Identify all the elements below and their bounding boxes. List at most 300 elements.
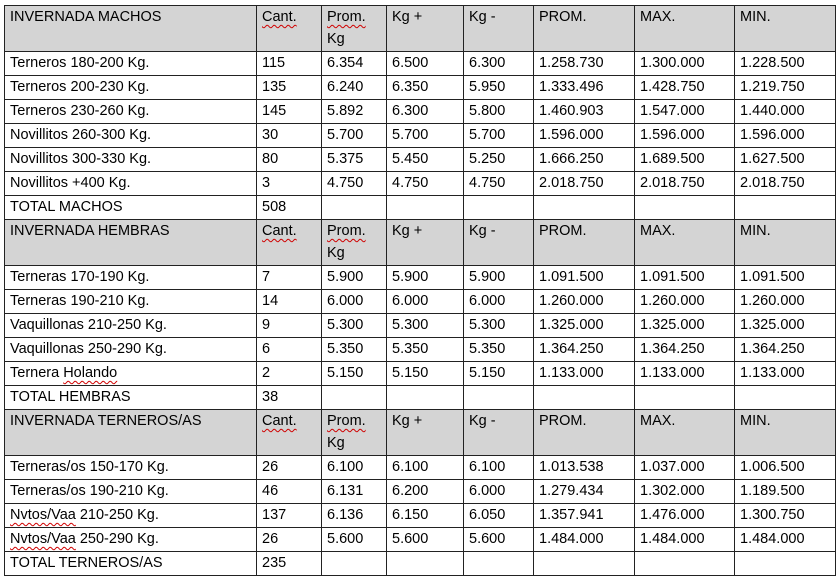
cant-cell-value: 26 <box>262 531 279 547</box>
cant-cell <box>257 314 322 338</box>
prom-cell <box>534 362 635 386</box>
cant-cell-value: 9 <box>262 317 271 333</box>
empty-cell <box>735 386 836 410</box>
kg-minus-cell <box>464 148 534 172</box>
table-row <box>5 148 836 172</box>
kg-plus-cell-value: 6.350 <box>392 79 429 95</box>
kg-minus-cell-value: 5.800 <box>469 103 506 119</box>
empty-cell <box>464 196 534 220</box>
max-cell-value: 1.133.000 <box>640 365 705 381</box>
min-cell <box>735 314 836 338</box>
empty-cell <box>322 552 387 576</box>
table-body <box>5 6 836 576</box>
kg-minus-cell-value: 6.000 <box>469 293 506 309</box>
cant-cell <box>257 338 322 362</box>
total-value-text: 235 <box>262 555 287 571</box>
kg-plus-cell-value: 6.150 <box>392 507 429 523</box>
min-cell-value: 1.364.250 <box>740 341 805 357</box>
col-header-prom-text: PROM. <box>539 223 587 239</box>
max-cell <box>635 172 735 196</box>
prom-kg-cell <box>322 504 387 528</box>
prom-kg-cell-value: 5.600 <box>327 531 364 547</box>
total-row <box>5 196 836 220</box>
kg-minus-cell-value: 6.000 <box>469 483 506 499</box>
col-header-max-text: MAX. <box>640 9 676 25</box>
max-cell <box>635 528 735 552</box>
prom-cell-value: 2.018.750 <box>539 175 604 191</box>
kg-minus-cell-value: 5.150 <box>469 365 506 381</box>
cant-cell-value: 7 <box>262 269 271 285</box>
min-cell <box>735 456 836 480</box>
col-header-kg-minus <box>464 410 534 456</box>
category-label: Nvtos/Vaa 210-250 Kg. <box>10 507 159 523</box>
col-header-prom <box>534 220 635 266</box>
prom-kg-cell-value: 5.900 <box>327 269 364 285</box>
kg-plus-cell-value: 5.600 <box>392 531 429 547</box>
prom-cell <box>534 338 635 362</box>
col-header-kg-plus-text: Kg + <box>392 413 423 429</box>
col-header-max <box>635 6 735 52</box>
min-cell <box>735 290 836 314</box>
kg-plus-cell <box>387 456 464 480</box>
prom-cell-value: 1.013.538 <box>539 459 604 475</box>
prom-cell-value: 1.357.941 <box>539 507 604 523</box>
kg-minus-cell <box>464 266 534 290</box>
kg-plus-cell-value: 4.750 <box>392 175 429 191</box>
prom-kg-cell <box>322 314 387 338</box>
prom-kg-cell <box>322 266 387 290</box>
kg-minus-cell-value: 5.350 <box>469 341 506 357</box>
prom-cell <box>534 266 635 290</box>
prom-kg-cell <box>322 480 387 504</box>
table-row <box>5 124 836 148</box>
cant-cell <box>257 290 322 314</box>
col-header-cant <box>257 410 322 456</box>
table-row <box>5 480 836 504</box>
empty-cell <box>534 552 635 576</box>
prom-kg-cell-value: 6.354 <box>327 55 364 71</box>
min-cell-value: 1.325.000 <box>740 317 805 333</box>
empty-cell <box>322 196 387 220</box>
cant-cell-value: 3 <box>262 175 271 191</box>
prom-cell-value: 1.333.496 <box>539 79 604 95</box>
total-row <box>5 552 836 576</box>
total-value <box>257 196 322 220</box>
kg-minus-cell-value: 5.300 <box>469 317 506 333</box>
prom-cell-value: 1.133.000 <box>539 365 604 381</box>
min-cell-value: 1.133.000 <box>740 365 805 381</box>
kg-minus-cell <box>464 338 534 362</box>
cant-cell <box>257 148 322 172</box>
prom-cell-value: 1.258.730 <box>539 55 604 71</box>
cant-cell <box>257 362 322 386</box>
empty-cell <box>635 386 735 410</box>
max-cell-value: 1.428.750 <box>640 79 705 95</box>
max-cell-value: 2.018.750 <box>640 175 705 191</box>
prom-kg-cell <box>322 76 387 100</box>
prom-cell-value: 1.260.000 <box>539 293 604 309</box>
kg-minus-cell <box>464 314 534 338</box>
table-row <box>5 266 836 290</box>
empty-cell <box>735 552 836 576</box>
kg-plus-cell <box>387 124 464 148</box>
prom-cell <box>534 456 635 480</box>
kg-plus-cell-value: 5.700 <box>392 127 429 143</box>
prom-kg-cell-value: 5.700 <box>327 127 364 143</box>
col-header-cant <box>257 220 322 266</box>
prom-cell-value: 1.666.250 <box>539 151 604 167</box>
total-value <box>257 552 322 576</box>
max-cell <box>635 124 735 148</box>
category-cell <box>5 52 257 76</box>
col-header-kg-minus-text: Kg - <box>469 223 496 239</box>
min-cell <box>735 148 836 172</box>
kg-plus-cell <box>387 504 464 528</box>
min-cell <box>735 504 836 528</box>
total-label <box>5 386 257 410</box>
kg-minus-cell <box>464 504 534 528</box>
col-header-max <box>635 410 735 456</box>
cant-cell <box>257 528 322 552</box>
total-label-text: TOTAL MACHOS <box>10 199 123 215</box>
prom-kg-cell-value: 5.300 <box>327 317 364 333</box>
total-value-text: 38 <box>262 389 279 405</box>
section-header-row <box>5 410 836 456</box>
category-label: Terneras/os 150-170 Kg. <box>10 459 169 475</box>
kg-plus-cell <box>387 172 464 196</box>
max-cell <box>635 456 735 480</box>
cant-cell <box>257 456 322 480</box>
min-cell <box>735 362 836 386</box>
max-cell <box>635 266 735 290</box>
kg-plus-cell <box>387 52 464 76</box>
category-cell <box>5 290 257 314</box>
cant-cell <box>257 52 322 76</box>
kg-plus-cell-value: 5.150 <box>392 365 429 381</box>
col-header-max-text: MAX. <box>640 223 676 239</box>
min-cell <box>735 266 836 290</box>
section-title <box>5 220 257 266</box>
max-cell <box>635 338 735 362</box>
col-header-prom-kg <box>322 6 387 52</box>
prom-kg-cell-value: 6.240 <box>327 79 364 95</box>
kg-minus-cell <box>464 124 534 148</box>
max-cell-value: 1.364.250 <box>640 341 705 357</box>
price-table <box>4 5 836 576</box>
min-cell-value: 1.228.500 <box>740 55 805 71</box>
max-cell-value: 1.596.000 <box>640 127 705 143</box>
min-cell <box>735 528 836 552</box>
prom-kg-cell <box>322 456 387 480</box>
prom-cell-value: 1.460.903 <box>539 103 604 119</box>
category-cell <box>5 266 257 290</box>
empty-cell <box>387 196 464 220</box>
empty-cell <box>464 552 534 576</box>
max-cell-value: 1.037.000 <box>640 459 705 475</box>
max-cell <box>635 362 735 386</box>
cant-cell <box>257 76 322 100</box>
table-row <box>5 456 836 480</box>
col-header-max <box>635 220 735 266</box>
kg-minus-cell-value: 5.950 <box>469 79 506 95</box>
prom-cell <box>534 480 635 504</box>
kg-plus-cell <box>387 480 464 504</box>
table-row <box>5 76 836 100</box>
prom-cell-value: 1.325.000 <box>539 317 604 333</box>
kg-plus-cell-value: 6.200 <box>392 483 429 499</box>
min-cell-value: 1.260.000 <box>740 293 805 309</box>
max-cell-value: 1.484.000 <box>640 531 705 547</box>
prom-cell-value: 1.484.000 <box>539 531 604 547</box>
max-cell-value: 1.091.500 <box>640 269 705 285</box>
category-label: Terneros 200-230 Kg. <box>10 79 150 95</box>
min-cell-value: 1.596.000 <box>740 127 805 143</box>
kg-plus-cell-value: 6.300 <box>392 103 429 119</box>
min-cell-value: 1.189.500 <box>740 483 805 499</box>
section-title-text: INVERNADA TERNEROS/AS <box>10 413 202 429</box>
min-cell-value: 1.300.750 <box>740 507 805 523</box>
min-cell-value: 2.018.750 <box>740 175 805 191</box>
min-cell <box>735 338 836 362</box>
prom-kg-cell <box>322 528 387 552</box>
col-header-min <box>735 410 836 456</box>
section-title <box>5 6 257 52</box>
total-value <box>257 386 322 410</box>
kg-minus-cell <box>464 76 534 100</box>
col-header-cant-text: Cant. <box>262 413 297 429</box>
category-label: Vaquillonas 210-250 Kg. <box>10 317 167 333</box>
kg-minus-cell <box>464 290 534 314</box>
col-header-kg-minus-text: Kg - <box>469 413 496 429</box>
kg-minus-cell <box>464 52 534 76</box>
cant-cell-value: 135 <box>262 79 287 95</box>
kg-minus-cell <box>464 456 534 480</box>
prom-cell <box>534 314 635 338</box>
max-cell <box>635 314 735 338</box>
category-cell <box>5 480 257 504</box>
max-cell-value: 1.300.000 <box>640 55 705 71</box>
kg-minus-cell-value: 5.600 <box>469 531 506 547</box>
section-header-row <box>5 220 836 266</box>
col-header-min <box>735 220 836 266</box>
kg-minus-cell <box>464 480 534 504</box>
min-cell-value: 1.219.750 <box>740 79 805 95</box>
max-cell-value: 1.476.000 <box>640 507 705 523</box>
prom-cell <box>534 100 635 124</box>
col-header-kg-text: Kg <box>327 245 345 261</box>
col-header-prom-kg <box>322 410 387 456</box>
kg-plus-cell <box>387 266 464 290</box>
col-header-kg-plus-text: Kg + <box>392 9 423 25</box>
min-cell-value: 1.006.500 <box>740 459 805 475</box>
category-label: Terneros 180-200 Kg. <box>10 55 150 71</box>
kg-plus-cell-value: 6.500 <box>392 55 429 71</box>
cant-cell-value: 2 <box>262 365 271 381</box>
kg-plus-cell <box>387 528 464 552</box>
col-header-kg-text: Kg <box>327 435 345 451</box>
col-header-cant-text: Cant. <box>262 223 297 239</box>
category-cell <box>5 456 257 480</box>
max-cell <box>635 100 735 124</box>
max-cell <box>635 290 735 314</box>
min-cell-value: 1.484.000 <box>740 531 805 547</box>
col-header-kg-minus <box>464 6 534 52</box>
max-cell-value: 1.260.000 <box>640 293 705 309</box>
kg-minus-cell-value: 5.250 <box>469 151 506 167</box>
cant-cell <box>257 172 322 196</box>
min-cell <box>735 100 836 124</box>
prom-cell <box>534 528 635 552</box>
col-header-prom <box>534 410 635 456</box>
prom-kg-cell <box>322 172 387 196</box>
col-header-prom-text: PROM. <box>539 413 587 429</box>
category-label: Ternera Holando <box>10 365 118 381</box>
total-value-text: 508 <box>262 199 287 215</box>
prom-kg-cell-value: 6.000 <box>327 293 364 309</box>
prom-kg-cell-value: 6.136 <box>327 507 364 523</box>
category-cell <box>5 76 257 100</box>
cant-cell <box>257 100 322 124</box>
col-header-prom-text: PROM. <box>539 9 587 25</box>
category-label: Terneras 190-210 Kg. <box>10 293 150 309</box>
category-label: Novillitos 300-330 Kg. <box>10 151 152 167</box>
table-row <box>5 338 836 362</box>
kg-minus-cell-value: 5.700 <box>469 127 506 143</box>
prom-kg-cell <box>322 124 387 148</box>
kg-plus-cell <box>387 76 464 100</box>
kg-minus-cell <box>464 172 534 196</box>
total-row <box>5 386 836 410</box>
category-label: Terneras 170-190 Kg. <box>10 269 150 285</box>
max-cell-value: 1.302.000 <box>640 483 705 499</box>
prom-cell-value: 1.364.250 <box>539 341 604 357</box>
empty-cell <box>387 386 464 410</box>
max-cell <box>635 148 735 172</box>
prom-kg-cell <box>322 100 387 124</box>
cant-cell <box>257 480 322 504</box>
category-label: Novillitos +400 Kg. <box>10 175 131 191</box>
prom-cell <box>534 504 635 528</box>
min-cell-value: 1.091.500 <box>740 269 805 285</box>
section-title-text: INVERNADA MACHOS <box>10 9 162 25</box>
min-cell <box>735 124 836 148</box>
kg-plus-cell <box>387 100 464 124</box>
max-cell <box>635 76 735 100</box>
empty-cell <box>534 386 635 410</box>
prom-kg-cell-value: 5.375 <box>327 151 364 167</box>
category-cell <box>5 504 257 528</box>
section-header-row <box>5 6 836 52</box>
prom-cell-value: 1.596.000 <box>539 127 604 143</box>
kg-minus-cell <box>464 100 534 124</box>
min-cell <box>735 480 836 504</box>
empty-cell <box>635 552 735 576</box>
cant-cell <box>257 504 322 528</box>
table-row <box>5 504 836 528</box>
category-cell <box>5 314 257 338</box>
kg-plus-cell-value: 6.000 <box>392 293 429 309</box>
table-row <box>5 172 836 196</box>
cant-cell-value: 46 <box>262 483 279 499</box>
prom-kg-cell <box>322 148 387 172</box>
min-cell-value: 1.440.000 <box>740 103 805 119</box>
cant-cell-value: 115 <box>262 55 286 71</box>
kg-minus-cell-value: 6.100 <box>469 459 506 475</box>
kg-plus-cell <box>387 314 464 338</box>
empty-cell <box>735 196 836 220</box>
table-row <box>5 362 836 386</box>
col-header-max-text: MAX. <box>640 413 676 429</box>
category-label: Terneras/os 190-210 Kg. <box>10 483 169 499</box>
col-header-kg-plus <box>387 6 464 52</box>
max-cell <box>635 480 735 504</box>
total-label <box>5 196 257 220</box>
kg-plus-cell <box>387 148 464 172</box>
table-row <box>5 314 836 338</box>
prom-kg-cell <box>322 338 387 362</box>
cant-cell <box>257 124 322 148</box>
col-header-kg-minus-text: Kg - <box>469 9 496 25</box>
total-label-text: TOTAL HEMBRAS <box>10 389 131 405</box>
section-title-text: INVERNADA HEMBRAS <box>10 223 170 239</box>
total-label-text: TOTAL TERNEROS/AS <box>10 555 163 571</box>
cant-cell-value: 80 <box>262 151 279 167</box>
prom-kg-cell-value: 5.350 <box>327 341 364 357</box>
cant-cell-value: 6 <box>262 341 271 357</box>
min-cell <box>735 172 836 196</box>
prom-cell-value: 1.091.500 <box>539 269 604 285</box>
col-header-kg-minus <box>464 220 534 266</box>
prom-cell <box>534 290 635 314</box>
kg-plus-cell-value: 5.900 <box>392 269 429 285</box>
min-cell <box>735 76 836 100</box>
max-cell-value: 1.689.500 <box>640 151 705 167</box>
category-cell <box>5 528 257 552</box>
col-header-prom-kg <box>322 220 387 266</box>
col-header-prom <box>534 6 635 52</box>
prom-kg-cell-value: 5.892 <box>327 103 364 119</box>
max-cell <box>635 52 735 76</box>
cant-cell-value: 26 <box>262 459 279 475</box>
prom-kg-cell-value: 6.100 <box>327 459 364 475</box>
prom-cell <box>534 124 635 148</box>
col-header-min-text: MIN. <box>740 223 771 239</box>
empty-cell <box>387 552 464 576</box>
empty-cell <box>464 386 534 410</box>
max-cell-value: 1.547.000 <box>640 103 705 119</box>
kg-plus-cell-value: 5.450 <box>392 151 429 167</box>
total-label <box>5 552 257 576</box>
col-header-min-text: MIN. <box>740 413 771 429</box>
col-header-cant <box>257 6 322 52</box>
section-title <box>5 410 257 456</box>
category-cell <box>5 148 257 172</box>
category-cell <box>5 172 257 196</box>
kg-minus-cell <box>464 528 534 552</box>
category-cell <box>5 362 257 386</box>
prom-cell-value: 1.279.434 <box>539 483 604 499</box>
prom-kg-cell <box>322 290 387 314</box>
col-header-min <box>735 6 836 52</box>
empty-cell <box>635 196 735 220</box>
category-label: Novillitos 260-300 Kg. <box>10 127 152 143</box>
cant-cell <box>257 266 322 290</box>
min-cell-value: 1.627.500 <box>740 151 805 167</box>
category-cell <box>5 338 257 362</box>
kg-plus-cell <box>387 362 464 386</box>
col-header-kg-text: Kg <box>327 31 345 47</box>
empty-cell <box>534 196 635 220</box>
